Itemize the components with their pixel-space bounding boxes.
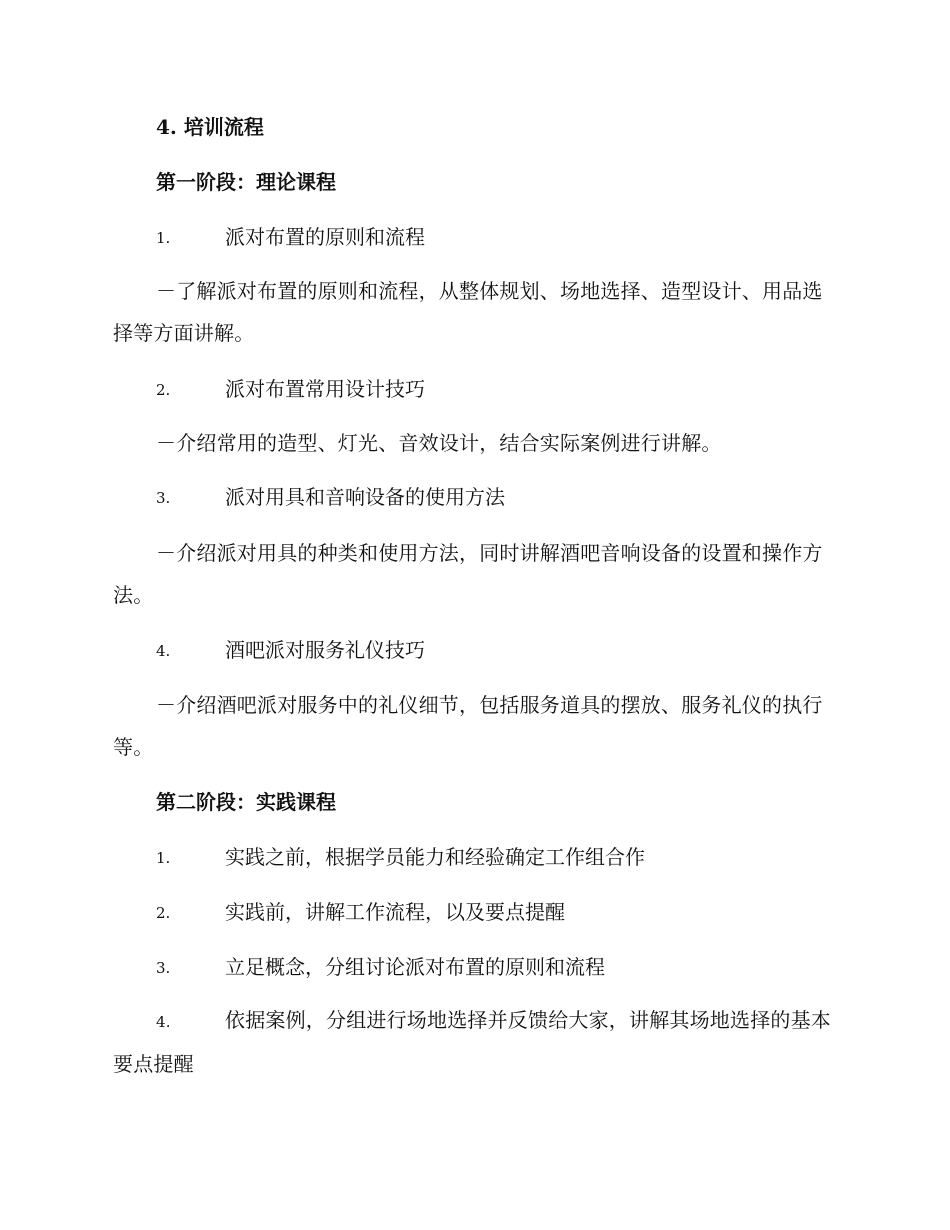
phase2-heading: 第二阶段：实践课程 (156, 790, 336, 814)
phase1-item-1-title: 派对布置的原则和流程 (225, 225, 425, 249)
phase2-item-1-text: 实践之前，根据学员能力和经验确定工作组合作 (225, 845, 645, 869)
phase1-item-1-number: 1. (156, 229, 171, 247)
phase1-item-4-number: 4. (156, 642, 171, 660)
phase2-item-2-text: 实践前，讲解工作流程，以及要点提醒 (225, 900, 565, 924)
phase2-item-4-number: 4. (156, 1013, 171, 1031)
phase2-item-3-text: 立足概念，分组讨论派对布置的原则和流程 (225, 955, 605, 979)
phase1-item-2-number: 2. (156, 381, 171, 399)
phase1-item-1-description: －了解派对布置的原则和流程，从整体规划、场地选择、造型设计、用品选择等方面讲解。 (113, 279, 823, 345)
phase1-item-4-description: －介绍酒吧派对服务中的礼仪细节，包括服务道具的摆放、服务礼仪的执行等。 (113, 693, 823, 759)
phase1-item-3-number: 3. (156, 489, 171, 507)
phase1-item-3-description: －介绍派对用具的种类和使用方法，同时讲解酒吧音响设备的设置和操作方法。 (113, 541, 823, 607)
phase2-item-2-number: 2. (156, 904, 171, 922)
phase1-item-4-title: 酒吧派对服务礼仪技巧 (225, 638, 425, 662)
phase1-heading: 第一阶段：理论课程 (156, 170, 336, 194)
phase2-item-1-number: 1. (156, 849, 171, 867)
phase2-item-4 (113, 999, 838, 1085)
phase2-item-4-text: 依据案例，分组进行场地选择并反馈给大家，讲解其场地选择的基本要点提醒 (113, 1008, 831, 1076)
section-title: 4. 培训流程 (156, 115, 264, 139)
phase1-item-2-title: 派对布置常用设计技巧 (225, 377, 425, 401)
phase1-item-2-description: －介绍常用的造型、灯光、音效设计，结合实际案例进行讲解。 (156, 431, 722, 455)
phase1-item-3-title: 派对用具和音响设备的使用方法 (225, 485, 505, 509)
phase2-item-3-number: 3. (156, 959, 171, 977)
